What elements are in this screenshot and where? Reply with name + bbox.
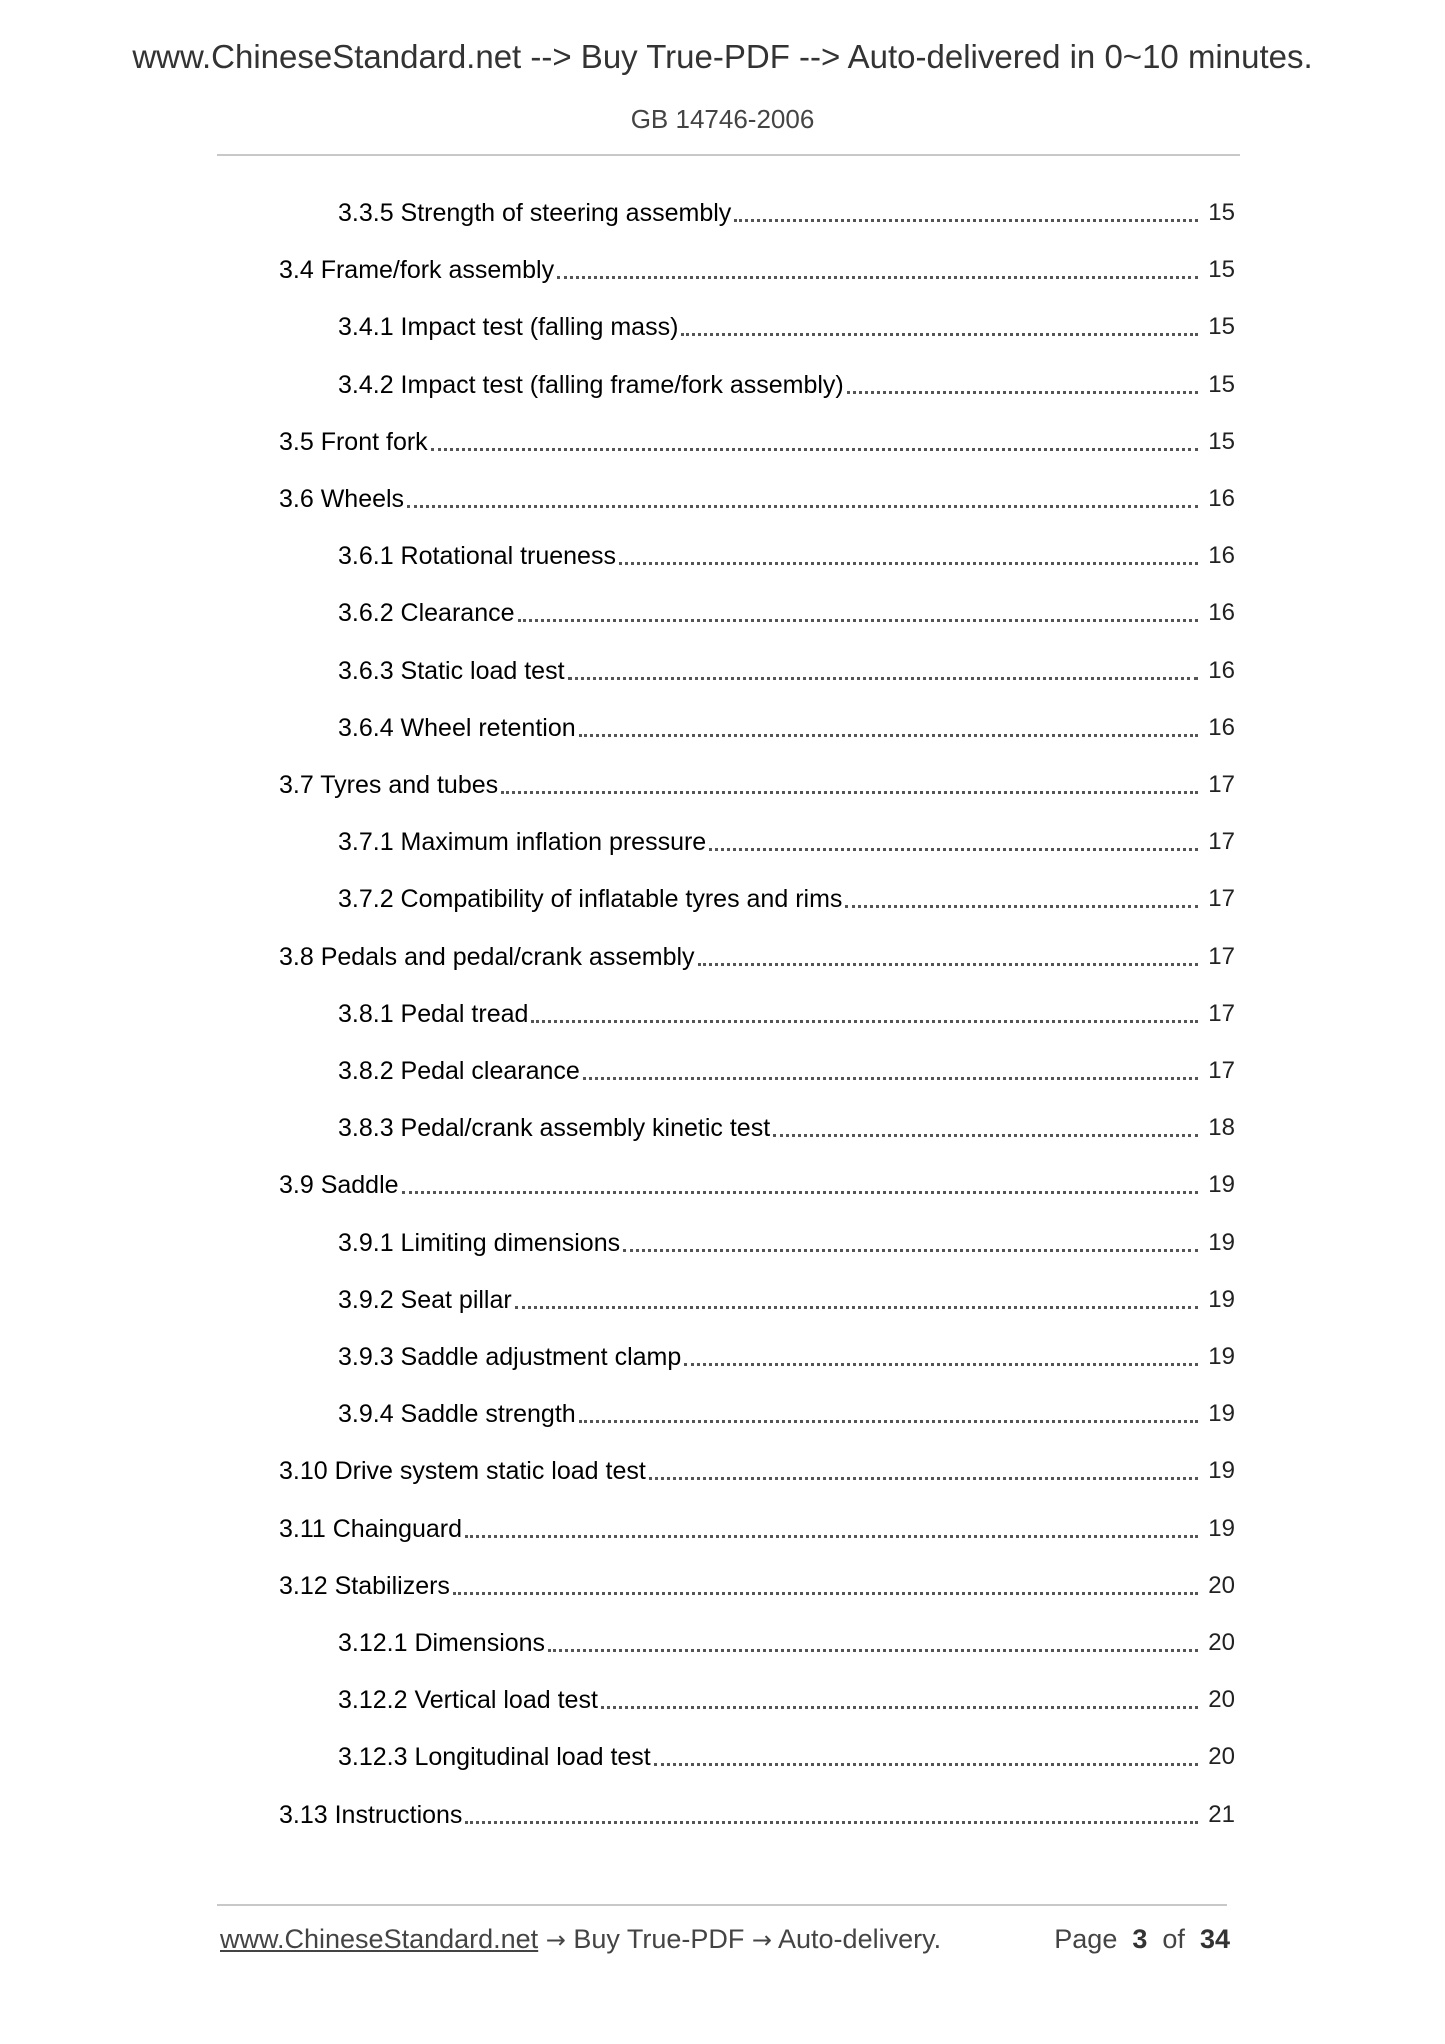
toc-entry[interactable] — [0, 245, 1445, 285]
page-indicator — [1054, 1924, 1230, 1955]
toc-dot-leader — [407, 505, 1198, 508]
toc-entry-title: 3.8 Pedals and pedal/crank assembly — [279, 942, 695, 971]
toc-entry[interactable] — [0, 817, 1445, 857]
toc-entry[interactable] — [0, 1790, 1445, 1830]
toc-dot-leader — [773, 1134, 1198, 1137]
toc-entry-page: 15 — [1208, 370, 1235, 398]
footer-delivery-text: Auto-delivery. — [778, 1924, 942, 1954]
toc-dot-leader — [845, 905, 1198, 908]
toc-entry[interactable] — [0, 646, 1445, 686]
toc-entry-page: 17 — [1208, 999, 1235, 1027]
toc-entry[interactable] — [0, 188, 1445, 228]
toc-entry-title: 3.6 Wheels — [279, 485, 405, 513]
footer-buy-text: Buy True-PDF — [573, 1924, 745, 1954]
toc-entry-title: 3.3.5 Strength of steering assembly — [338, 199, 732, 227]
toc-entry-title: 3.6.3 Static load test — [338, 656, 565, 685]
page-footer — [220, 1924, 1230, 1955]
toc-dot-leader — [501, 791, 1198, 794]
toc-entry[interactable] — [0, 1275, 1445, 1315]
toc-entry-page: 16 — [1208, 542, 1235, 570]
toc-entry[interactable] — [0, 1046, 1445, 1086]
footer-divider — [217, 1904, 1227, 1906]
toc-dot-leader — [619, 562, 1198, 565]
toc-entry-page: 19 — [1208, 1171, 1235, 1199]
toc-entry-title: 3.8.1 Pedal tread — [338, 999, 529, 1028]
toc-entry-page: 15 — [1208, 199, 1235, 226]
toc-entry[interactable] — [0, 1618, 1445, 1658]
toc-dot-leader — [847, 391, 1198, 394]
toc-entry-title: 3.11 Chainguard — [279, 1514, 463, 1543]
toc-dot-leader — [734, 219, 1198, 222]
toc-entry-title: 3.8.3 Pedal/crank assembly kinetic test — [338, 1114, 771, 1143]
toc-entry[interactable] — [0, 989, 1445, 1029]
toc-dot-leader — [579, 734, 1198, 737]
toc-entry-page: 20 — [1208, 1629, 1235, 1656]
toc-dot-leader — [698, 963, 1198, 966]
toc-entry-page: 16 — [1208, 599, 1235, 627]
toc-dot-leader — [518, 619, 1198, 622]
toc-entry-page: 15 — [1208, 427, 1235, 455]
footer-site-link[interactable]: www.ChineseStandard.net — [220, 1924, 539, 1954]
toc-entry[interactable] — [0, 1504, 1445, 1544]
toc-dot-leader — [465, 1821, 1198, 1824]
toc-dot-leader — [649, 1477, 1198, 1480]
toc-entry-page: 17 — [1208, 942, 1235, 970]
toc-entry-page: 17 — [1208, 1057, 1235, 1084]
standard-code: GB 14746-2006 — [630, 104, 815, 134]
toc-entry-title: 3.9 Saddle — [279, 1171, 399, 1200]
toc-dot-leader — [465, 1535, 1198, 1538]
toc-entry-page: 19 — [1208, 1514, 1235, 1542]
total-pages-number: 34 — [1199, 1924, 1230, 1954]
toc-entry[interactable] — [0, 932, 1445, 972]
toc-entry-title: 3.6.2 Clearance — [338, 599, 515, 628]
toc-entry-title: 3.9.3 Saddle adjustment clamp — [338, 1343, 682, 1371]
toc-entry-page: 18 — [1208, 1114, 1235, 1142]
toc-dot-leader — [431, 448, 1198, 451]
toc-entry-page: 19 — [1208, 1400, 1235, 1428]
toc-dot-leader — [557, 276, 1198, 279]
toc-dot-leader — [568, 677, 1198, 680]
toc-entry-title: 3.6.1 Rotational trueness — [338, 542, 616, 571]
toc-entry-page: 19 — [1208, 1285, 1235, 1313]
toc-entry[interactable] — [0, 1160, 1445, 1200]
toc-entry-page: 19 — [1208, 1343, 1235, 1370]
toc-entry[interactable] — [0, 1389, 1445, 1429]
toc-entry[interactable] — [0, 1103, 1445, 1143]
toc-dot-leader — [579, 1420, 1198, 1423]
toc-entry-page: 15 — [1208, 256, 1235, 284]
toc-entry[interactable] — [0, 302, 1445, 342]
toc-entry-title: 3.8.2 Pedal clearance — [338, 1057, 580, 1085]
toc-entry[interactable] — [0, 474, 1445, 514]
toc-entry-title: 3.12.2 Vertical load test — [338, 1686, 598, 1715]
toc-entry-page: 19 — [1208, 1457, 1235, 1485]
toc-dot-leader — [654, 1763, 1198, 1766]
toc-entry-title: 3.4 Frame/fork assembly — [279, 256, 555, 285]
of-label: of — [1162, 1924, 1185, 1954]
toc-dot-leader — [402, 1191, 1198, 1194]
toc-dot-leader — [623, 1249, 1198, 1252]
toc-entry[interactable] — [0, 1446, 1445, 1486]
toc-entry-title: 3.10 Drive system static load test — [279, 1457, 646, 1486]
toc-entry-title: 3.5 Front fork — [279, 427, 428, 456]
toc-dot-leader — [601, 1706, 1198, 1709]
toc-entry[interactable] — [0, 1561, 1445, 1601]
toc-dot-leader — [453, 1592, 1198, 1595]
toc-entry-title: 3.13 Instructions — [279, 1800, 463, 1829]
toc-entry[interactable] — [0, 760, 1445, 800]
toc-entry-page: 17 — [1208, 828, 1235, 856]
toc-entry-page: 17 — [1208, 771, 1235, 798]
toc-entry[interactable] — [0, 874, 1445, 914]
toc-entry-title: 3.7.2 Compatibility of inflatable tyres and rims — [338, 885, 843, 914]
toc-entry-page: 20 — [1208, 1571, 1235, 1599]
toc-entry-title: 3.4.1 Impact test (falling mass) — [338, 313, 679, 342]
toc-entry[interactable] — [0, 1332, 1445, 1372]
toc-entry[interactable] — [0, 531, 1445, 571]
current-page-number: 3 — [1132, 1924, 1148, 1954]
toc-entry[interactable] — [0, 1218, 1445, 1258]
toc-dot-leader — [531, 1020, 1198, 1023]
toc-entry-page: 19 — [1208, 1228, 1235, 1256]
arrow-right-icon: → — [751, 1926, 772, 1954]
toc-entry-title: 3.12.3 Longitudinal load test — [338, 1743, 651, 1772]
toc-entry[interactable] — [0, 417, 1445, 457]
toc-dot-leader — [684, 1363, 1198, 1366]
page-label: Page — [1054, 1924, 1118, 1954]
toc-dot-leader — [583, 1077, 1198, 1080]
toc-entry-page: 20 — [1208, 1743, 1235, 1771]
toc-dot-leader — [515, 1306, 1198, 1309]
toc-entry-title: 3.6.4 Wheel retention — [338, 713, 576, 742]
arrow-right-icon: → — [545, 1926, 566, 1954]
toc-entry-page: 20 — [1208, 1686, 1235, 1714]
toc-entry-page: 15 — [1208, 313, 1235, 341]
toc-entry[interactable] — [0, 1675, 1445, 1715]
toc-entry[interactable] — [0, 588, 1445, 628]
toc-entry-page: 16 — [1208, 713, 1235, 741]
header-divider — [217, 154, 1240, 156]
toc-entry-title: 3.7.1 Maximum inflation pressure — [338, 828, 707, 857]
top-banner: www.ChineseStandard.net --> Buy True-PDF --> Auto-delivered in 0~10 minutes. — [132, 38, 1313, 75]
toc-entry-page: 16 — [1208, 485, 1235, 512]
toc-entry[interactable] — [0, 360, 1445, 400]
toc-entry-title: 3.7 Tyres and tubes — [279, 771, 499, 799]
toc-entry-page: 17 — [1208, 885, 1235, 913]
toc-dot-leader — [681, 333, 1198, 336]
toc-entry-title: 3.4.2 Impact test (falling frame/fork assembly) — [338, 370, 844, 399]
toc-entry-page: 21 — [1208, 1800, 1235, 1828]
toc-entry-title: 3.9.2 Seat pillar — [338, 1285, 512, 1314]
toc-entry-title: 3.12 Stabilizers — [279, 1571, 450, 1600]
toc-entry[interactable] — [0, 1732, 1445, 1772]
toc-entry-title: 3.9.4 Saddle strength — [338, 1400, 576, 1429]
toc-entry-page: 16 — [1208, 656, 1235, 684]
toc-entry-title: 3.9.1 Limiting dimensions — [338, 1228, 621, 1257]
toc-dot-leader — [548, 1649, 1198, 1652]
toc-dot-leader — [709, 848, 1198, 851]
toc-entry-title: 3.12.1 Dimensions — [338, 1629, 546, 1657]
toc-entry[interactable] — [0, 703, 1445, 743]
